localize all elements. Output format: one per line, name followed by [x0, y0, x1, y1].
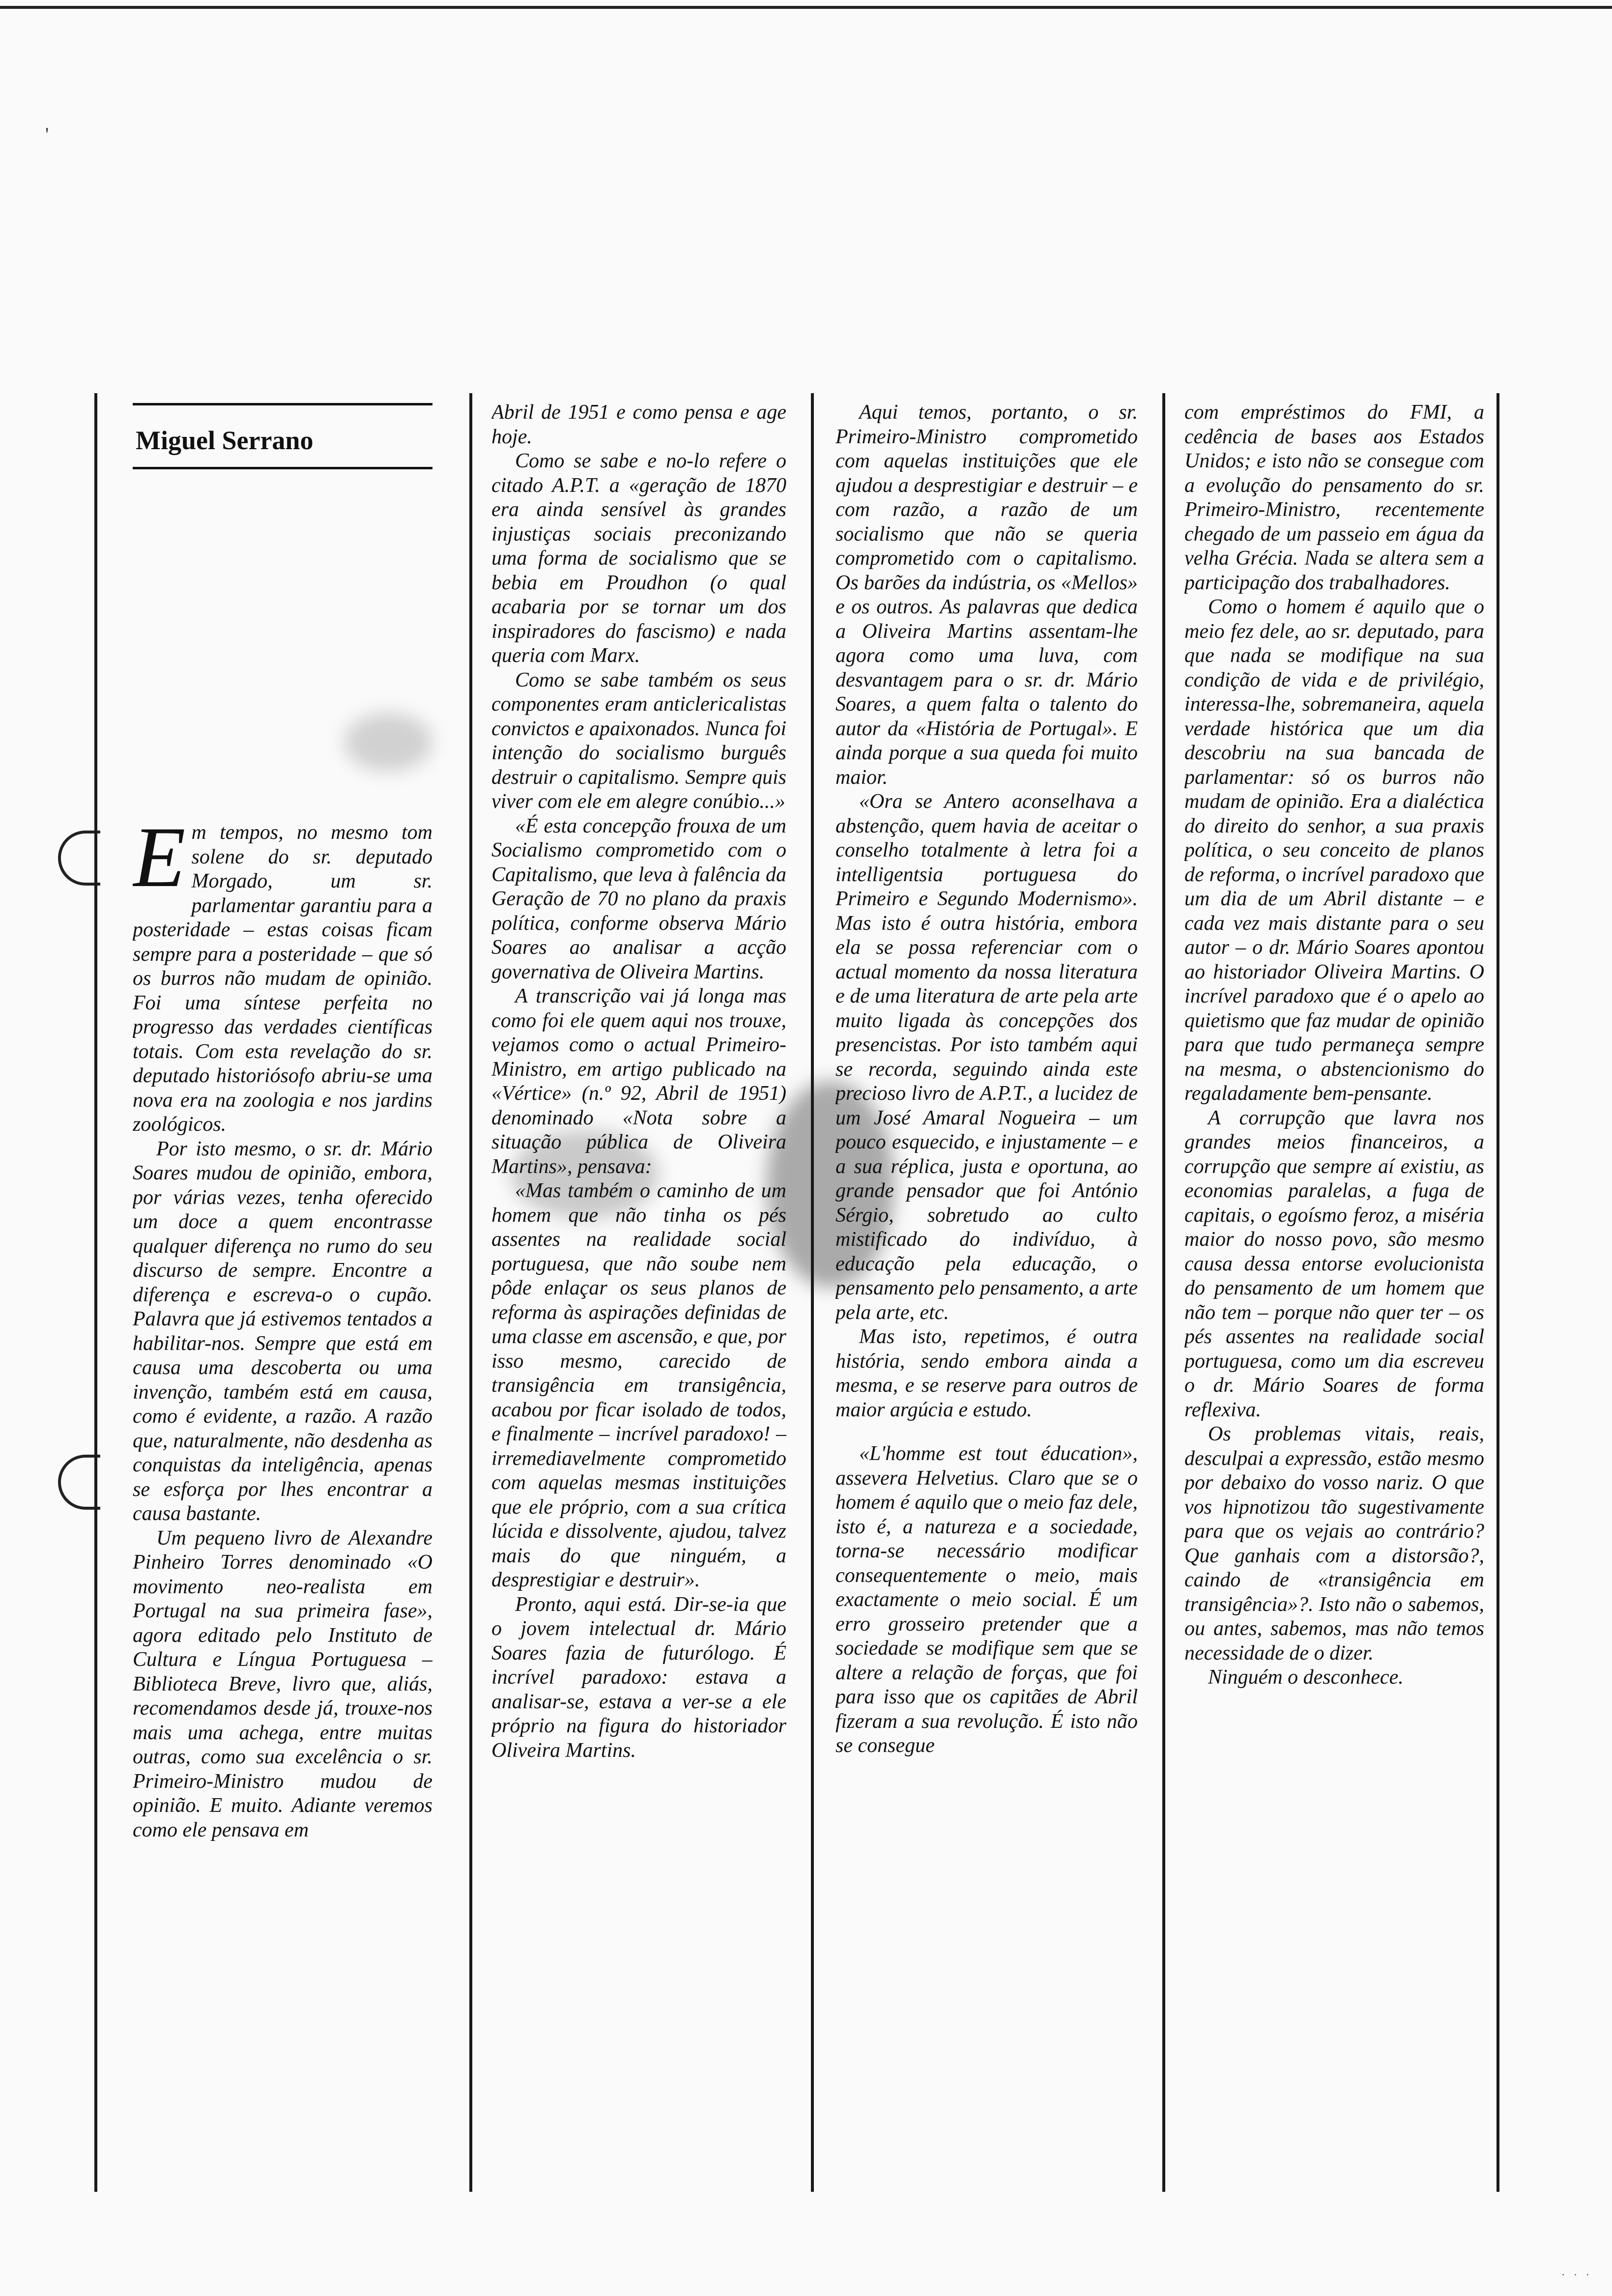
paragraph: Abril de 1951 e como pensa e age hoje. — [491, 401, 786, 448]
article-column-1 — [133, 821, 432, 2192]
article-column-3 — [835, 401, 1138, 2192]
paragraph: «Ora se Antero aconselhava a abstenção, quem havia de aceitar o conselho totalmente à letra foi a intelligentsia portuguesa do Primeiro e Segundo Modernismo». Mas isto é outra história, embora ela se possa referenciar com o actual momento da nossa literatura e de uma literatura de arte pela arte muito ligada às concepções dos presencistas. Por isto também aqui se recorda, seguindo ainda este precioso livro de A.P.T., a lucidez de um José Amaral Nogueira – um pouco esquecido, e injustamente – e a sua réplica, justa e oportuna, ao grande pensador que foi António Sérgio, sobretudo ao culto mistificado do indivíduo, à educação pela educação, o pensamento pelo pensamento, a arte pela arte, etc. — [835, 790, 1138, 1324]
paragraph: Como o homem é aquilo que o meio fez dele, ao sr. deputado, para que nada se modifique na sua condição de vida e de privilégio, interessa-lhe, sobremaneira, aquela verdade histórica que um dia descobriu na sua bancada de parlamentar: só os burros não mudam de opinião. Era a dialéctica do direito do senhor, a sua praxis política, o seu conceito de planos de reforma, o incrível paradoxo que um dia de um Abril distante – e cada vez mais distante para o seu autor – o dr. Mário Soares apontou ao historiador Oliveira Martins. O incrível paradoxo que é o apelo ao quietismo que faz mudar de opinião para que tudo permaneça sempre na mesma, o abstencionismo do regaladamente bem-pensante. — [1184, 596, 1484, 1105]
byline-top-rule — [133, 403, 432, 405]
byline-bottom-rule — [133, 467, 432, 469]
column-rule — [1162, 393, 1165, 2192]
paragraph: Um pequeno livro de Alexandre Pinheiro Torres denominado «O movimento neo-realista em Portugal na sua primeira fase», agora editado pelo Instituto de Cultura e Língua Portuguesa – Biblioteca Breve, livro que, aliás, recomendamos desde já, trouxe-nos mais uma achega, entre muitas outras, como sua excelência o sr. Primeiro-Ministro mudou de opinião. E muito. Adiante veremos como ele pensava em — [133, 1526, 432, 1841]
paragraph: m tempos, no mesmo tom solene do sr. deputado Morgado, um sr. parlamentar garantiu para a posteridade – estas coisas ficam sempre para a posteridade – que só os burros não mudam de opinião. Foi uma síntese perfeita no progresso das verdades científicas totais. Com esta revelação do sr. deputado historiósofo abriu-se uma nova era na zoologia e nos jardins zoológicos. — [133, 821, 432, 1136]
author-byline: Miguel Serrano — [136, 426, 314, 455]
paragraph: Como se sabe e no-lo refere o citado A.P.T. a «geração de 1870 era ainda sensível às grandes injustiças sociais preconizando uma forma de socialismo que se bebia em Proudhon (o qual acabaria por se tornar um dos inspiradores do fascismo) e nada queria com Marx. — [491, 450, 786, 667]
paragraph: Mas isto, repetimos, é outra história, sendo embora ainda a mesma, e se reserve para outros de maior argúcia e estudo. — [835, 1325, 1138, 1421]
paragraph: A transcrição vai já longa mas como foi ele quem aqui nos trouxe, vejamos como o actual Primeiro-Ministro, em artigo publicado na «Vértice» (n.º 92, Abril de 1951) denominado «Nota sobre a situação pública de Oliveira Martins», pensava: — [491, 985, 786, 1178]
article-column-2 — [491, 401, 786, 2192]
article-column-4 — [1184, 401, 1484, 2192]
paragraph: Como se sabe também os seus componentes eram anticlericalistas convictos e apaixonados. Nunca foi intenção do socialismo burguês destruir o capitalismo. Sempre quis viver com ele em alegre conúbio...» — [491, 668, 786, 813]
paragraph: «É esta concepção frouxa de um Socialismo comprometido com o Capitalismo, que leva à falência da Geração de 70 no plano da praxis política, conforme observa Mário Soares ao analisar a acção governativa de Oliveira Martins. — [491, 814, 786, 983]
paragraph: Ninguém o desconhece. — [1208, 1666, 1404, 1689]
column-rule — [1497, 393, 1499, 2192]
top-page-rule — [0, 6, 1612, 9]
paragraph: «Mas também o caminho de um homem que não tinha os pés assentes na realidade social portuguesa, que não soube nem pôde enlaçar os seus planos de reforma às aspirações definidas de uma classe em ascensão, e que, por isso mesmo, carecido de transigência em transigência, acabou por ficar isolado de todos, e finalmente – incrível paradoxo! – irremediavelmente comprometido com aquelas mesmas instituições que ele próprio, com a sua crítica lúcida e dissolvente, ajudou, talvez mais do que ninguém, a desprestigiar e destruir». — [491, 1179, 786, 1591]
drop-cap: E — [133, 821, 186, 905]
paragraph: Os problemas vitais, reais, desculpai a expressão, estão mesmo por debaixo do vosso nariz. O que vos hipnotizou tão sugestivamente para que os vejais ao contrário? Que ganhais com a distorsão?, caindo de «transigência em transigência»?. Isto não o sabemos, ou antes, sabemos, mas não temos necessidade de o dizer. — [1184, 1423, 1484, 1665]
paragraph: com empréstimos do FMI, a cedência de bases aos Estados Unidos; e isto não se consegue com a evolução do pensamento do sr. Primeiro-Ministro, recentemente chegado de um passeio em água da velha Grécia. Nada se altera sem a participação dos trabalhadores. — [1184, 401, 1484, 594]
paragraph: A corrupção que lavra nos grandes meios financeiros, a corrupção que sempre aí existiu, as economias paralelas, a fuga de capitais, o egoísmo feroz, a miséria maior do nosso povo, são mesmo causa dessa entorse evolucionista do pensamento de um homem que não tem – porque não quer ter – os pés assentes na realidade social portuguesa, como um dia escreveu o dr. Mário Soares de forma reflexiva. — [1184, 1106, 1484, 1421]
paragraph: Aqui temos, portanto, o sr. Primeiro-Ministro comprometido com aquelas instituições que ele ajudou a desprestigiar e destruir – e com razão, a razão de um socialismo que não se queria comprometido com o capitalismo. Os barões da indústria, os «Mellos» e os outros. As palavras que dedica a Oliveira Martins assentam-lhe agora como uma luva, com desvantagem para o sr. dr. Mário Soares, a quem falta o talento do autor da «História de Portugal». E ainda porque a sua queda foi muito maior. — [835, 401, 1138, 789]
column-rule — [469, 393, 472, 2192]
paragraph: Pronto, aqui está. Dir-se-ia que o jovem intelectual dr. Mário Soares fazia de futurólogo. É incrível paradoxo: estava a analisar-se, estava a ver-se a ele próprio na figura do historiador Oliveira Martins. — [491, 1593, 786, 1762]
paragraph: Por isto mesmo, o sr. dr. Mário Soares mudou de opinião, embora, por várias vezes, tenha oferecido um doce a quem encontrasse qualquer diferença no rumo do seu discurso de sempre. Encontre a diferença e escreva-o o cupão. Palavra que já estivemos tentados a habilitar-nos. Sempre que está em causa uma descoberta ou uma invenção, também está em causa, como é evidente, a razão. A razão que, naturalmente, não desdenha as conquistas da inteligência, apenas se esforça por lhes encontrar a causa bastante. — [133, 1137, 432, 1525]
scan-edge-mark: · · · — [1561, 2268, 1592, 2281]
scan-smudge — [344, 713, 432, 772]
stray-mark: ' — [45, 123, 49, 145]
paragraph: «L'homme est tout éducation», assevera Helvetius. Claro que se o homem é aquilo que o meio faz dele, isto é, a natureza e a sociedade, torna-se necessário modificar consequentemente o meio, mais exactamente o meio social. É um erro grosseiro pretender que a sociedade se modifique sem que se altere a relação de forças, que foi para isso que os capitães de Abril fizeram a sua revolução. É isto não se consegue — [835, 1442, 1138, 1757]
column-rule — [94, 393, 97, 2192]
column-rule — [811, 393, 814, 2192]
